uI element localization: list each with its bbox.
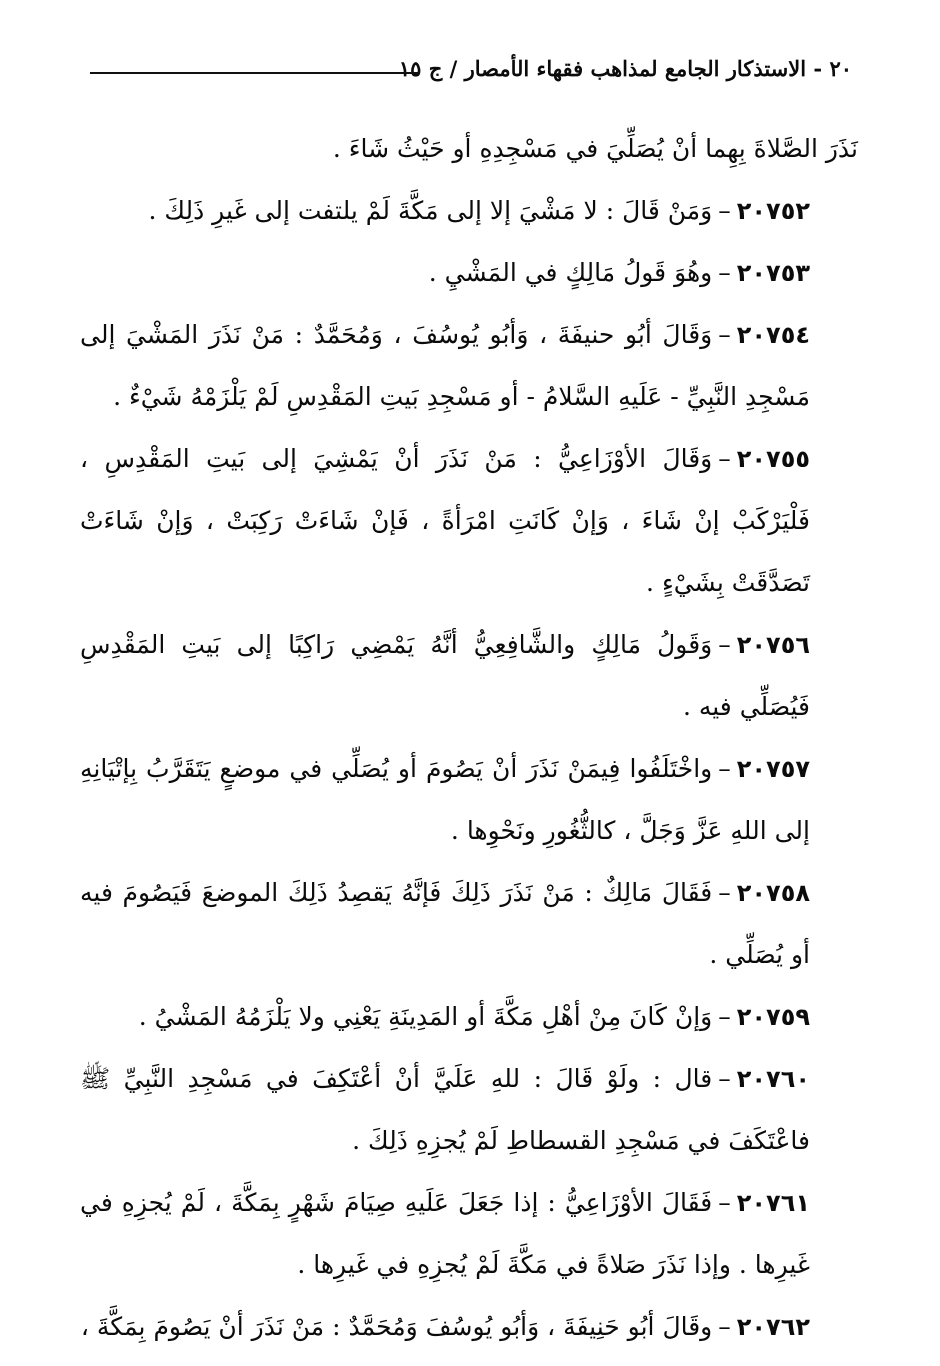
paragraph-text: قال : ولَوْ قَالَ : للهِ عَلَيَّ أنْ أعْتَكِفَ في مَسْجِدِ النَّبِيِّ ﷺ فاعْتَكَفَ في مَسْجِدِ القسطاطِ لَمْ يُجزِهِ ذَلِكَ . bbox=[80, 1064, 810, 1155]
paragraph-text: فَقَالَ مَالِكٌ : مَنْ نَذَرَ ذَلِكَ فَإنَّهُ يَقصِدُ ذَلِكَ الموضعَ فَيَصُومَ فيه أو يُصَلِّي . bbox=[80, 878, 810, 969]
paragraph-20755 bbox=[80, 428, 858, 614]
header-title: ٢٠ - الاستذكار الجامع لمذاهب فقهاء الأمصار / ج ١٥ bbox=[398, 56, 852, 81]
paragraph-text: وَقَالَ الأوْزَاعِيُّ : مَنْ نَذَرَ أنْ يَمْشِيَ إلى بَيتِ المَقْدِسِ ، فَلْيَرْكَبْ إنْ شَاءَ ، وَإنْ كَانَتِ امْرَأةً ، فَإنْ شَاءَتْ رَكِبَتْ ، وَإنْ شَاءَتْ تَصَدَّقَتْ بِشَيْءٍ . bbox=[80, 444, 810, 597]
paragraph-number: ٢٠٧٦٢ bbox=[736, 1313, 810, 1341]
header-rule bbox=[90, 72, 420, 74]
paragraph-20760 bbox=[80, 1048, 858, 1172]
running-header bbox=[90, 56, 852, 90]
paragraph-number: ٢٠٧٦٠ bbox=[736, 1065, 810, 1093]
paragraph-dash: – bbox=[718, 320, 731, 349]
paragraph-20758 bbox=[80, 862, 858, 986]
paragraph-continuation bbox=[80, 118, 858, 180]
paragraph-dash: – bbox=[718, 754, 731, 783]
paragraph-20761 bbox=[80, 1172, 858, 1296]
paragraph-text: نَذَرَ الصَّلاةَ بِهِما أنْ يُصَلِّيَ في مَسْجِدِهِ أو حَيْثُ شَاءَ . bbox=[332, 134, 858, 163]
paragraph-dash: – bbox=[718, 630, 731, 659]
paragraph-text: وقَالَ أبُو حَنِيفَةَ ، وَأبُو يُوسُفَ وَمُحَمَّدٌ : مَنْ نَذَرَ أنْ يَصُومَ بِمَكَّةَ ، bbox=[80, 1312, 713, 1341]
paragraph-dash: – bbox=[718, 1312, 731, 1341]
paragraph-text: وَقَولُ مَالِكٍ والشَّافِعِيُّ أنَّهُ يَمْضِي رَاكِبًا إلى بَيتِ المَقْدِسِ فَيُصَلِّي فيه . bbox=[80, 630, 810, 721]
paragraph-number: ٢٠٧٥٦ bbox=[736, 631, 810, 659]
paragraph-text: وَمَنْ قَالَ : لا مَشْيَ إلا إلى مَكَّةَ لَمْ يلتفت إلى غَيرِ ذَلِكَ . bbox=[148, 196, 713, 225]
paragraph-20756 bbox=[80, 614, 858, 738]
paragraph-number: ٢٠٧٥٤ bbox=[736, 321, 810, 349]
paragraph-dash: – bbox=[718, 1064, 731, 1093]
paragraph-number: ٢٠٧٥٥ bbox=[736, 445, 810, 473]
paragraph-dash: – bbox=[718, 258, 731, 287]
paragraph-dash: – bbox=[718, 1002, 731, 1031]
paragraph-number: ٢٠٧٥٢ bbox=[736, 197, 810, 225]
paragraph-number: ٢٠٧٥٧ bbox=[736, 755, 810, 783]
paragraph-text: وَإنْ كَانَ مِنْ أهْلِ مَكَّةَ أو المَدِينَةِ يَعْنِي ولا يَلْزَمُهُ المَشْيُ . bbox=[138, 1002, 713, 1031]
paragraph-20753 bbox=[80, 242, 858, 304]
paragraph-20752 bbox=[80, 180, 858, 242]
paragraph-20757 bbox=[80, 738, 858, 862]
paragraph-text: وهُوَ قَولُ مَالِكٍ في المَشْيِ . bbox=[428, 258, 713, 287]
paragraph-dash: – bbox=[718, 878, 731, 907]
paragraph-number: ٢٠٧٦١ bbox=[736, 1189, 810, 1217]
paragraph-dash: – bbox=[718, 1188, 731, 1217]
paragraph-number: ٢٠٧٥٩ bbox=[736, 1003, 810, 1031]
paragraph-dash: – bbox=[718, 444, 731, 473]
paragraph-text: فَقَالَ الأوْزَاعِيُّ : إذا جَعَلَ عَلَيهِ صِيَامَ شَهْرٍ بِمَكَّةَ ، لَمْ يُجزِهِ في غَيرِها . وإذا نَذَرَ صَلاةً في مَكَّةَ لَمْ يُجزِهِ في غَيرِها . bbox=[80, 1188, 810, 1279]
paragraph-20759 bbox=[80, 986, 858, 1048]
paragraph-dash: – bbox=[718, 196, 731, 225]
paragraph-20754 bbox=[80, 304, 858, 428]
paragraph-20762 bbox=[80, 1296, 858, 1358]
body-text bbox=[80, 118, 858, 1358]
paragraph-number: ٢٠٧٥٨ bbox=[736, 879, 810, 907]
paragraph-number: ٢٠٧٥٣ bbox=[736, 259, 810, 287]
paragraph-text: وَقَالَ أبُو حنيفَةَ ، وَأبُو يُوسُفَ ، وَمُحَمَّدٌ : مَنْ نَذَرَ المَشْيَ إلى مَسْجِدِ النَّبِيِّ - عَلَيهِ السَّلامُ - أو مَسْجِدِ بَيتِ المَقْدِسِ لَمْ يَلْزَمْهُ شَيْءٌ . bbox=[80, 320, 810, 411]
paragraph-text: واخْتَلَفُوا فِيمَنْ نَذَرَ أنْ يَصُومَ أو يُصَلِّي في موضعٍ يَتَقَرَّبُ بِإتْيَانِهِ إلى اللهِ عَزَّ وَجَلَّ ، كالثُّغُورِ ونَحْوِها . bbox=[80, 754, 810, 845]
